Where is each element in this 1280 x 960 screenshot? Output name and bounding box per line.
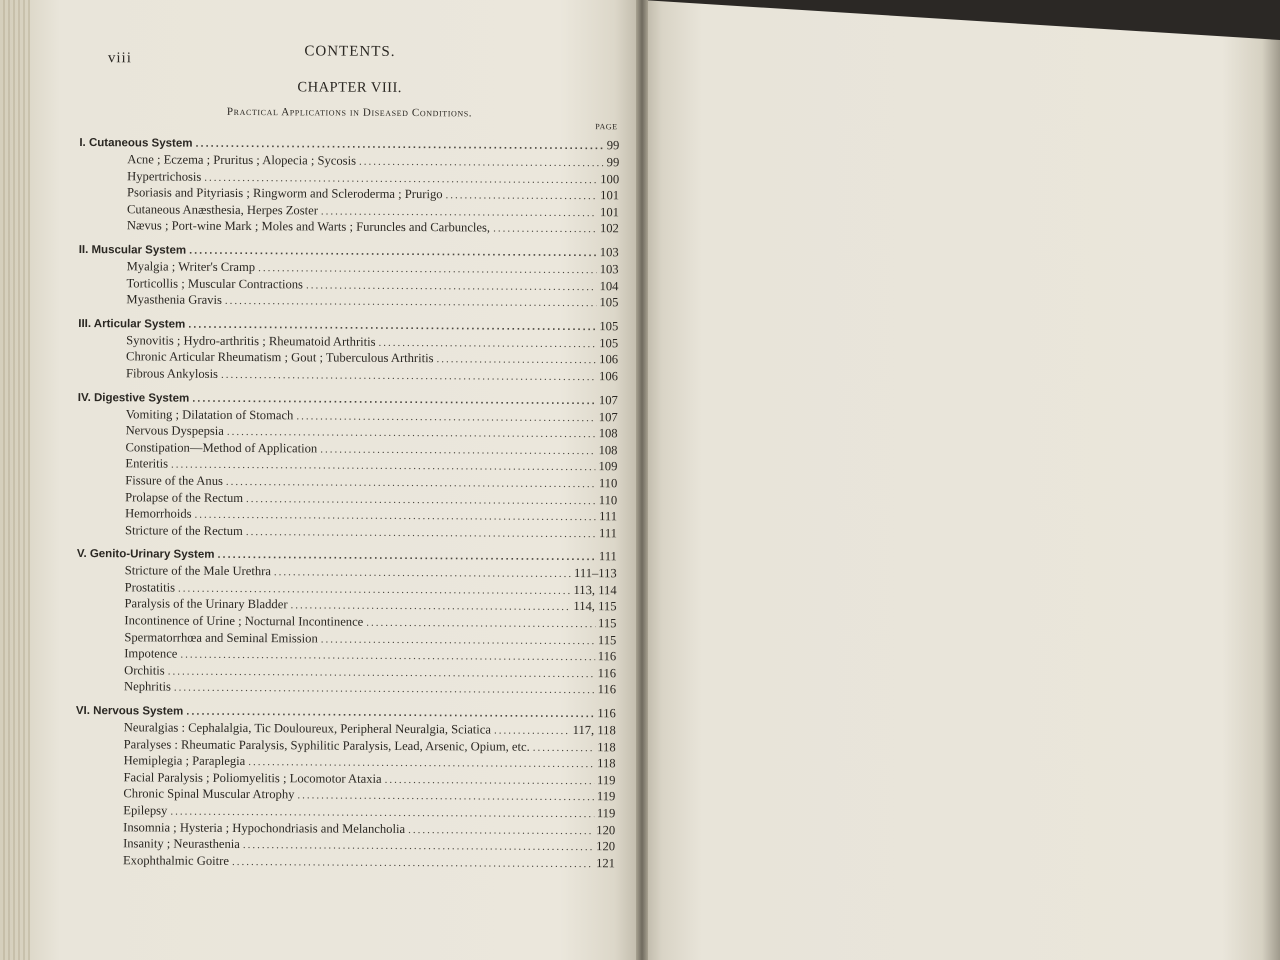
toc-list-left	[75, 134, 619, 873]
entry-page-number: 105	[599, 295, 619, 310]
leader-dots	[195, 508, 597, 526]
entry-title: Stricture of the Male Urethra	[124, 563, 271, 579]
leader-dots	[258, 261, 597, 279]
entry-page-number: 102	[599, 221, 619, 236]
entry-title: Fibrous Ankylosis	[125, 366, 219, 381]
section-page-number: 111	[598, 549, 617, 564]
leader-dots	[217, 547, 596, 566]
leader-dots	[296, 409, 596, 426]
entry-title: Facial Paralysis ; Poliomyelitis ; Locomotor Ataxia	[123, 770, 382, 786]
entry-page-number: 116	[597, 666, 617, 681]
entry-title: Fissure of the Anus	[125, 473, 223, 488]
entry-page-number: 116	[597, 682, 617, 697]
leader-dots	[320, 442, 595, 459]
entry-title: Hemorrhoids	[125, 506, 192, 521]
section-page-number: 116	[597, 706, 616, 721]
entry-page-number: 108	[598, 426, 618, 441]
entry-title: Nephritis	[124, 679, 171, 695]
section-title: VI. Nervous System	[75, 705, 184, 718]
entry-page-number: 110	[598, 492, 618, 507]
entry-title: Insanity ; Neurasthenia	[123, 836, 240, 852]
toc-section	[79, 134, 620, 238]
entry-title: Chronic Articular Rheumatism ; Gout ; Tuberculous Arthritis	[126, 349, 434, 366]
running-head-left	[80, 40, 620, 67]
entry-page-number: 101	[600, 204, 620, 220]
section-page-number: 107	[598, 392, 618, 407]
entry-page-number: 104	[599, 278, 619, 293]
entry-page-number: 111	[599, 509, 618, 524]
entry-title: Cutaneous Anæsthesia, Herpes Zoster	[126, 202, 318, 218]
leader-dots	[171, 458, 596, 476]
page-number-left: viii	[107, 50, 132, 67]
leader-dots	[297, 789, 594, 806]
toc-entry	[75, 853, 615, 873]
toc-entry	[78, 292, 618, 312]
leader-dots	[359, 155, 604, 172]
page-column-label: PAGE	[595, 122, 618, 132]
entry-title: Epilepsy	[123, 803, 168, 818]
leader-dots	[290, 599, 570, 616]
entry-title: Synovitis ; Hydro-arthritis ; Rheumatoid Arthritis	[126, 333, 376, 349]
leader-dots	[494, 724, 570, 740]
entry-title: Hypertrichosis	[127, 168, 202, 184]
leader-dots	[232, 855, 593, 873]
toc-section	[76, 545, 617, 699]
entry-title: Nævus ; Port-wine Mark ; Moles and Warts ; Furuncles and Carbuncles,	[126, 218, 491, 235]
entry-page-number: 106	[599, 352, 619, 367]
leader-dots	[321, 632, 595, 649]
chapter-subtitle: Practical Applications in Diseased Conditions.	[226, 105, 473, 120]
leader-dots	[246, 525, 596, 543]
toc-section	[78, 241, 618, 312]
page-edges	[0, 0, 30, 960]
entry-title: Paralysis of the Urinary Bladder	[124, 596, 288, 612]
leader-dots	[306, 278, 597, 295]
entry-title: Psoriasis and Pityriasis ; Ringworm and Scleroderma ; Prurigo	[127, 185, 443, 202]
entry-title: Insomnia ; Hysteria ; Hypochondriasis and Melancholia	[123, 819, 406, 836]
toc-entry	[77, 523, 617, 543]
leader-dots	[246, 492, 596, 510]
leader-dots	[533, 740, 595, 756]
entry-title: Spermatorrhœa and Seminal Emission	[124, 629, 318, 646]
right-page	[642, 0, 1280, 960]
entry-title: Prostatitis	[124, 580, 176, 595]
entry-title: Neuralgias : Cephalalgia, Tic Douloureux, Peripheral Neuralgia, Sciatica	[123, 720, 492, 737]
entry-page-number: 105	[599, 335, 619, 351]
running-title-left: CONTENTS.	[304, 43, 396, 60]
entry-page-number: 111–113	[574, 566, 617, 581]
entry-page-number: 107	[598, 409, 618, 424]
entry-page-number: 100	[600, 171, 620, 186]
leader-dots	[243, 838, 593, 856]
leader-dots	[180, 648, 594, 666]
entry-title: Orchitis	[124, 663, 165, 678]
entry-title: Torticollis ; Muscular Contractions	[126, 275, 304, 291]
entry-page-number: 103	[599, 262, 619, 277]
entry-title: Prolapse of the Rectum	[125, 489, 244, 505]
entry-title: Impotence	[124, 646, 178, 661]
entry-page-number: 117, 118	[572, 723, 616, 738]
leader-dots	[225, 294, 597, 312]
entry-title: Nervous Dyspepsia	[125, 423, 224, 439]
toc-section	[75, 702, 616, 873]
section-page-number: 105	[599, 318, 619, 334]
entry-page-number: 106	[599, 369, 618, 384]
background-corner	[642, 0, 1280, 40]
leader-dots	[174, 681, 595, 699]
section-title: I. Cutaneous System	[79, 136, 193, 150]
leader-dots	[366, 616, 595, 633]
entry-page-number: 115	[597, 632, 617, 647]
entry-page-number: 115	[597, 616, 617, 631]
leader-dots	[226, 475, 596, 493]
toc-section	[78, 315, 618, 386]
leader-dots	[221, 368, 596, 386]
chapter-heading: CHAPTER VIII.	[297, 79, 403, 96]
entry-page-number: 120	[596, 822, 616, 837]
entry-title: Hemiplegia ; Paraplegia	[123, 753, 246, 769]
entry-page-number: 119	[596, 789, 616, 804]
entry-title: Chronic Spinal Muscular Atrophy	[123, 786, 295, 802]
entry-page-number: 118	[597, 756, 616, 771]
leader-dots	[385, 773, 594, 790]
entry-title: Stricture of the Rectum	[124, 522, 243, 538]
leader-dots	[274, 565, 571, 582]
section-title: III. Articular System	[78, 317, 186, 331]
entry-page-number: 109	[598, 459, 618, 474]
entry-title: Myasthenia Gravis	[126, 292, 222, 308]
toc-entry	[79, 218, 619, 238]
entry-title: Constipation—Method of Application	[125, 440, 318, 456]
entry-page-number: 118	[597, 739, 616, 754]
entry-page-number: 119	[597, 772, 616, 788]
entry-page-number: 121	[596, 855, 616, 871]
section-title: IV. Digestive System	[77, 391, 190, 405]
left-page-content	[75, 40, 620, 879]
leader-dots	[408, 823, 593, 840]
entry-page-number: 119	[596, 806, 616, 821]
section-title: V. Genito-Urinary System	[76, 548, 215, 562]
entry-page-number: 116	[597, 649, 617, 664]
toc-entry	[78, 366, 618, 386]
entry-page-number: 99	[606, 155, 620, 170]
section-page-number: 99	[606, 138, 620, 153]
section-title: II. Muscular System	[78, 243, 187, 257]
leader-dots	[436, 353, 596, 370]
leader-dots	[168, 664, 595, 682]
entry-title: Incontinence of Urine ; Nocturnal Incontinence	[124, 613, 364, 629]
entry-page-number: 101	[600, 188, 620, 203]
entry-page-number: 111	[598, 525, 618, 540]
entry-title: Vomiting ; Dilatation of Stomach	[125, 406, 294, 422]
entry-page-number: 110	[598, 476, 618, 491]
entry-title: Paralyses : Rheumatic Paralysis, Syphilitic Paralysis, Lead, Arsenic, Opium, etc.	[123, 736, 530, 754]
entry-page-number: 114, 115	[573, 599, 617, 614]
leader-dots	[446, 188, 598, 205]
entry-page-number: 108	[598, 442, 618, 458]
toc-section	[77, 389, 618, 543]
entry-page-number: 120	[596, 839, 616, 854]
toc-entry	[76, 679, 616, 699]
entry-title: Enteritis	[125, 456, 169, 471]
leader-dots	[493, 222, 597, 238]
leader-dots	[321, 204, 597, 221]
entry-title: Acne ; Eczema ; Pruritus ; Alopecia ; Sycosis	[127, 152, 357, 168]
section-page-number: 103	[599, 245, 619, 260]
entry-title: Exophthalmic Goitre	[122, 853, 230, 868]
book-gutter	[636, 0, 648, 960]
entry-page-number: 113, 114	[573, 582, 617, 598]
entry-title: Myalgia ; Writer's Cramp	[126, 259, 256, 275]
leader-dots	[379, 336, 597, 353]
